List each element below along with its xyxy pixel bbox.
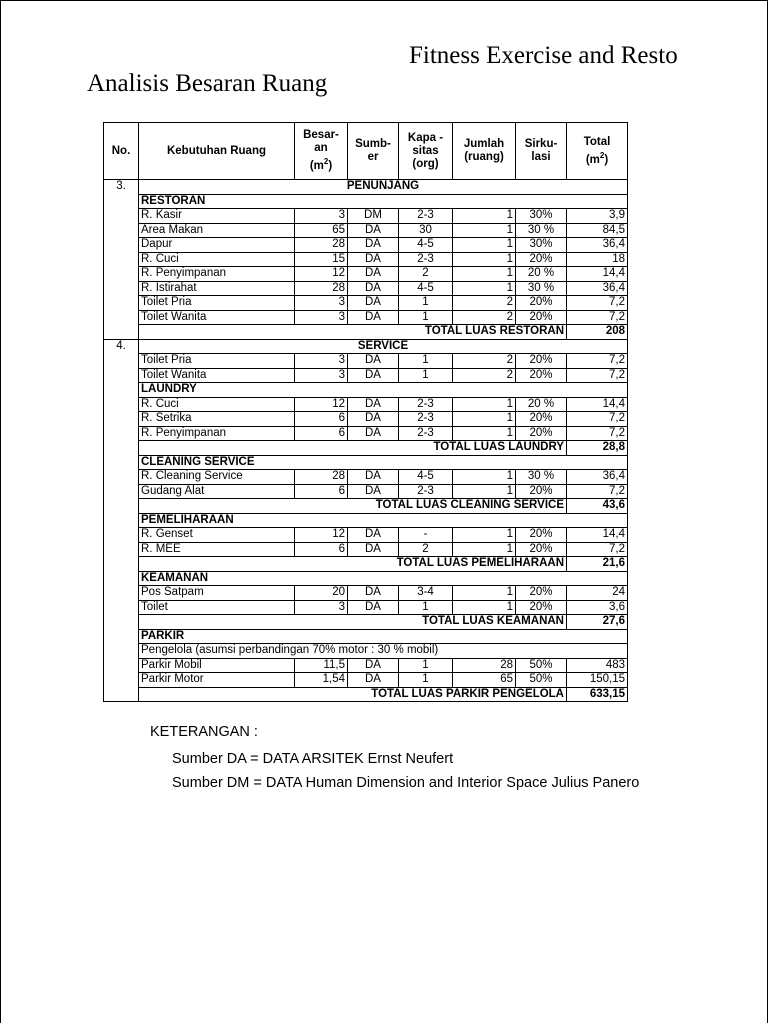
sumber-cell: DA [348, 542, 399, 557]
besaran-cell: 3 [295, 354, 348, 369]
sumber-cell: DA [348, 252, 399, 267]
subheading-row [104, 383, 628, 398]
total-label: TOTAL LUAS LAUNDRY [139, 441, 567, 456]
subheading-row [104, 629, 628, 644]
kapasitas-cell: 4-5 [399, 470, 453, 485]
jumlah-cell: 1 [453, 542, 516, 557]
table-row [104, 542, 628, 557]
room-name-cell: Toilet [139, 600, 295, 615]
number-cell [104, 296, 139, 311]
room-name-cell: R. Kasir [139, 209, 295, 224]
table-row [104, 673, 628, 688]
kapasitas-cell: 1 [399, 673, 453, 688]
kapasitas-cell: 1 [399, 600, 453, 615]
subheading-row [104, 455, 628, 470]
table-row [104, 368, 628, 383]
besaran-cell: 12 [295, 397, 348, 412]
notes-line-da: Sumber DA = DATA ARSITEK Ernst Neufert [172, 751, 454, 767]
sirkulasi-cell: 20 % [516, 397, 567, 412]
total-label: TOTAL LUAS PEMELIHARAAN [139, 557, 567, 572]
total-value: 633,15 [567, 687, 628, 702]
number-cell [104, 484, 139, 499]
jumlah-cell: 1 [453, 281, 516, 296]
sirkulasi-cell: 20% [516, 586, 567, 601]
total-cell: 3,9 [567, 209, 628, 224]
total-cell: 7,2 [567, 354, 628, 369]
col-header-besaran: Besar- an $(m^2)$ [295, 123, 348, 180]
table-row [104, 600, 628, 615]
total-cell: 3,6 [567, 600, 628, 615]
kapasitas-cell: 30 [399, 223, 453, 238]
col-header-sirkulasi: Sirku- lasi [516, 123, 567, 180]
besaran-cell: 11,5 [295, 658, 348, 673]
besaran-cell: 6 [295, 542, 348, 557]
room-name-cell: R. Istirahat [139, 281, 295, 296]
number-cell [104, 629, 139, 644]
table-row [104, 354, 628, 369]
jumlah-cell: 2 [453, 296, 516, 311]
room-name-cell: Dapur [139, 238, 295, 253]
sumber-cell: DA [348, 426, 399, 441]
number-cell [104, 441, 139, 456]
total-row [104, 687, 628, 702]
besaran-cell: 3 [295, 600, 348, 615]
table-row [104, 296, 628, 311]
jumlah-cell: 1 [453, 412, 516, 427]
total-row [104, 499, 628, 514]
table-row [104, 238, 628, 253]
table-body [104, 180, 628, 702]
room-name-cell: Pos Satpam [139, 586, 295, 601]
sirkulasi-cell: 30% [516, 209, 567, 224]
group-number: 3. [104, 180, 139, 195]
number-cell [104, 557, 139, 572]
besaran-cell: 15 [295, 252, 348, 267]
sumber-cell: DA [348, 658, 399, 673]
total-row [104, 441, 628, 456]
document-subtitle: Fitness Exercise and Resto [409, 42, 678, 69]
kapasitas-cell: 2-3 [399, 412, 453, 427]
number-cell [104, 615, 139, 630]
number-cell [104, 542, 139, 557]
kapasitas-cell: 4-5 [399, 281, 453, 296]
total-cell: 36,4 [567, 470, 628, 485]
number-cell [104, 397, 139, 412]
total-cell: 7,2 [567, 542, 628, 557]
besaran-cell: 6 [295, 484, 348, 499]
number-cell [104, 281, 139, 296]
sirkulasi-cell: 30% [516, 238, 567, 253]
sirkulasi-cell: 50% [516, 673, 567, 688]
number-cell [104, 687, 139, 702]
number-cell [104, 252, 139, 267]
number-cell [104, 238, 139, 253]
subheading-label: LAUNDRY [139, 383, 628, 398]
sirkulasi-cell: 20% [516, 368, 567, 383]
number-cell [104, 586, 139, 601]
kapasitas-cell: 1 [399, 354, 453, 369]
sumber-cell: DA [348, 238, 399, 253]
total-cell: 18 [567, 252, 628, 267]
sumber-cell: DA [348, 470, 399, 485]
jumlah-cell: 1 [453, 397, 516, 412]
notes-section [150, 724, 640, 798]
number-cell [104, 528, 139, 543]
besaran-cell: 12 [295, 267, 348, 282]
besaran-cell: 28 [295, 470, 348, 485]
section-title: PENUNJANG [139, 180, 628, 195]
besaran-cell: 3 [295, 310, 348, 325]
room-name-cell: Toilet Wanita [139, 368, 295, 383]
number-cell [104, 354, 139, 369]
total-label: TOTAL LUAS RESTORAN [139, 325, 567, 340]
kapasitas-cell: 1 [399, 658, 453, 673]
total-cell: 7,2 [567, 412, 628, 427]
total-row [104, 325, 628, 340]
section-row [104, 339, 628, 354]
kapasitas-cell: 2-3 [399, 426, 453, 441]
besaran-cell: 28 [295, 238, 348, 253]
kapasitas-cell: 1 [399, 368, 453, 383]
col-header-no: No. [104, 123, 139, 180]
jumlah-cell: 1 [453, 426, 516, 441]
notes-line-dm: Sumber DM = DATA Human Dimension and Interior Space Julius Panero [172, 775, 640, 791]
table-row [104, 484, 628, 499]
total-row [104, 615, 628, 630]
table-row [104, 470, 628, 485]
room-name-cell: R. MEE [139, 542, 295, 557]
kapasitas-cell: 3-4 [399, 586, 453, 601]
subheading-label: KEAMANAN [139, 571, 628, 586]
room-name-cell: Toilet Pria [139, 296, 295, 311]
room-name-cell: Gudang Alat [139, 484, 295, 499]
room-name-cell: Toilet Pria [139, 354, 295, 369]
total-value: 43,6 [567, 499, 628, 514]
jumlah-cell: 1 [453, 470, 516, 485]
jumlah-cell: 1 [453, 252, 516, 267]
jumlah-cell: 1 [453, 484, 516, 499]
sirkulasi-cell: 20% [516, 426, 567, 441]
jumlah-cell: 2 [453, 310, 516, 325]
col-header-kapasitas: Kapa - sitas (org) [399, 123, 453, 180]
subheading-row [104, 571, 628, 586]
kapasitas-cell: 2-3 [399, 397, 453, 412]
total-value: 27,6 [567, 615, 628, 630]
number-cell [104, 267, 139, 282]
besaran-cell: 3 [295, 209, 348, 224]
kapasitas-cell: 1 [399, 296, 453, 311]
col-header-jumlah: Jumlah (ruang) [453, 123, 516, 180]
jumlah-cell: 2 [453, 368, 516, 383]
kapasitas-cell: 4-5 [399, 238, 453, 253]
total-label: TOTAL LUAS KEAMANAN [139, 615, 567, 630]
sumber-cell: DA [348, 673, 399, 688]
jumlah-cell: 1 [453, 600, 516, 615]
sirkulasi-cell: 20 % [516, 267, 567, 282]
subheading-row [104, 513, 628, 528]
room-name-cell: Parkir Motor [139, 673, 295, 688]
table-row [104, 412, 628, 427]
subheading-row [104, 194, 628, 209]
sumber-cell: DA [348, 281, 399, 296]
kapasitas-cell: 2 [399, 267, 453, 282]
number-cell [104, 368, 139, 383]
number-cell [104, 513, 139, 528]
kapasitas-cell: 1 [399, 310, 453, 325]
number-cell [104, 658, 139, 673]
besaran-cell: 6 [295, 426, 348, 441]
besaran-cell: 1,54 [295, 673, 348, 688]
subheading-label: PEMELIHARAAN [139, 513, 628, 528]
total-cell: 7,2 [567, 310, 628, 325]
room-name-cell: R. Setrika [139, 412, 295, 427]
number-cell [104, 673, 139, 688]
room-name-cell: R. Penyimpanan [139, 426, 295, 441]
number-cell [104, 383, 139, 398]
total-cell: 7,2 [567, 368, 628, 383]
sumber-cell: DA [348, 586, 399, 601]
section-row [104, 180, 628, 195]
besaran-cell: 3 [295, 296, 348, 311]
col-header-total: Total $(m^2)$ [567, 123, 628, 180]
number-cell [104, 455, 139, 470]
total-value: 208 [567, 325, 628, 340]
sirkulasi-cell: 50% [516, 658, 567, 673]
total-cell: 7,2 [567, 296, 628, 311]
subheading-label: CLEANING SERVICE [139, 455, 628, 470]
jumlah-cell: 28 [453, 658, 516, 673]
total-cell: 150,15 [567, 673, 628, 688]
group-number: 4. [104, 339, 139, 354]
number-cell [104, 600, 139, 615]
jumlah-cell: 1 [453, 223, 516, 238]
sumber-cell: DA [348, 267, 399, 282]
sirkulasi-cell: 20% [516, 310, 567, 325]
total-label: TOTAL LUAS CLEANING SERVICE [139, 499, 567, 514]
sumber-cell: DA [348, 296, 399, 311]
number-cell [104, 644, 139, 659]
room-name-cell: R. Genset [139, 528, 295, 543]
table-row [104, 310, 628, 325]
note-row [104, 644, 628, 659]
kapasitas-cell: 2-3 [399, 209, 453, 224]
table-row [104, 426, 628, 441]
sumber-cell: DA [348, 223, 399, 238]
table-header-row [104, 123, 628, 180]
kapasitas-cell: - [399, 528, 453, 543]
sirkulasi-cell: 30 % [516, 470, 567, 485]
room-name-cell: Area Makan [139, 223, 295, 238]
jumlah-cell: 1 [453, 267, 516, 282]
total-cell: 14,4 [567, 528, 628, 543]
sumber-cell: DA [348, 354, 399, 369]
sumber-cell: DA [348, 412, 399, 427]
document-title: Analisis Besaran Ruang [87, 70, 328, 97]
total-row [104, 557, 628, 572]
table-row [104, 528, 628, 543]
number-cell [104, 209, 139, 224]
subheading-label: RESTORAN [139, 194, 628, 209]
section-title: SERVICE [139, 339, 628, 354]
total-cell: 14,4 [567, 267, 628, 282]
besaran-cell: 65 [295, 223, 348, 238]
total-cell: 7,2 [567, 484, 628, 499]
besaran-cell: 12 [295, 528, 348, 543]
sirkulasi-cell: 20% [516, 252, 567, 267]
subheading-label: PARKIR [139, 629, 628, 644]
table-row [104, 267, 628, 282]
sumber-cell: DA [348, 484, 399, 499]
sumber-cell: DA [348, 310, 399, 325]
number-cell [104, 325, 139, 340]
sirkulasi-cell: 20% [516, 412, 567, 427]
note-label: Pengelola (asumsi perbandingan 70% motor : 30 % mobil) [139, 644, 628, 659]
sumber-cell: DA [348, 368, 399, 383]
table-row [104, 223, 628, 238]
notes-title: KETERANGAN : [150, 724, 258, 740]
kapasitas-cell: 2-3 [399, 484, 453, 499]
room-name-cell: Parkir Mobil [139, 658, 295, 673]
jumlah-cell: 2 [453, 354, 516, 369]
room-name-cell: R. Cuci [139, 252, 295, 267]
kapasitas-cell: 2 [399, 542, 453, 557]
table-row [104, 252, 628, 267]
sumber-cell: DA [348, 528, 399, 543]
besaran-cell: 20 [295, 586, 348, 601]
sirkulasi-cell: 20% [516, 600, 567, 615]
total-value: 28,8 [567, 441, 628, 456]
number-cell [104, 412, 139, 427]
jumlah-cell: 65 [453, 673, 516, 688]
jumlah-cell: 1 [453, 209, 516, 224]
col-header-sumber: Sumb- er [348, 123, 399, 180]
number-cell [104, 223, 139, 238]
number-cell [104, 426, 139, 441]
room-name-cell: R. Cuci [139, 397, 295, 412]
number-cell [104, 194, 139, 209]
number-cell [104, 571, 139, 586]
sumber-cell: DA [348, 600, 399, 615]
besaran-cell: 3 [295, 368, 348, 383]
number-cell [104, 499, 139, 514]
sirkulasi-cell: 30 % [516, 281, 567, 296]
kapasitas-cell: 2-3 [399, 252, 453, 267]
sirkulasi-cell: 20% [516, 484, 567, 499]
room-name-cell: R. Penyimpanan [139, 267, 295, 282]
jumlah-cell: 1 [453, 238, 516, 253]
room-name-cell: Toilet Wanita [139, 310, 295, 325]
total-label: TOTAL LUAS PARKIR PENGELOLA [139, 687, 567, 702]
sumber-cell: DA [348, 397, 399, 412]
table-row [104, 658, 628, 673]
room-name-cell: R. Cleaning Service [139, 470, 295, 485]
space-requirement-table [103, 122, 628, 702]
total-cell: 84,5 [567, 223, 628, 238]
total-cell: 36,4 [567, 238, 628, 253]
number-cell [104, 310, 139, 325]
number-cell [104, 470, 139, 485]
col-header-kebutuhan: Kebutuhan Ruang [139, 123, 295, 180]
table-row [104, 209, 628, 224]
total-cell: 483 [567, 658, 628, 673]
sirkulasi-cell: 20% [516, 528, 567, 543]
jumlah-cell: 1 [453, 586, 516, 601]
sumber-cell: DM [348, 209, 399, 224]
total-cell: 7,2 [567, 426, 628, 441]
table-row [104, 586, 628, 601]
total-cell: 14,4 [567, 397, 628, 412]
table-row [104, 281, 628, 296]
sirkulasi-cell: 30 % [516, 223, 567, 238]
total-cell: 24 [567, 586, 628, 601]
total-value: 21,6 [567, 557, 628, 572]
sirkulasi-cell: 20% [516, 542, 567, 557]
besaran-cell: 6 [295, 412, 348, 427]
jumlah-cell: 1 [453, 528, 516, 543]
sirkulasi-cell: 20% [516, 354, 567, 369]
total-cell: 36,4 [567, 281, 628, 296]
table-row [104, 397, 628, 412]
sirkulasi-cell: 20% [516, 296, 567, 311]
besaran-cell: 28 [295, 281, 348, 296]
